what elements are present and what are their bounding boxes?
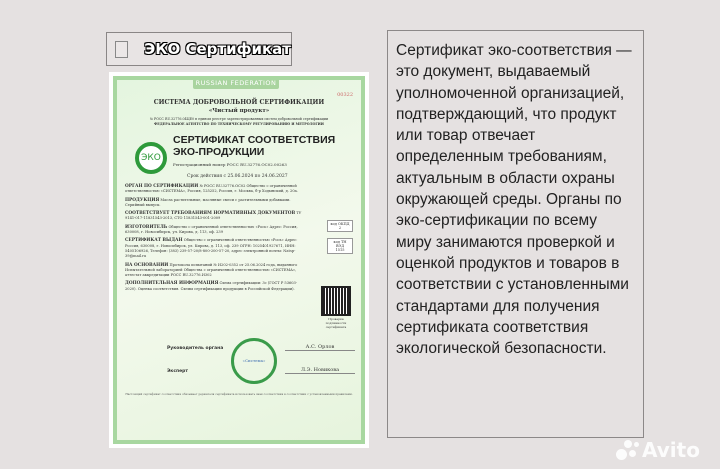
avito-text: Avito xyxy=(642,438,700,462)
description-text: Сертификат эко-соответствия — это документ, выдаваемый уполномоченной организацией, подтверждающий, что продукт или товар отвечает определенным требованиям, актуальным в области охраны окружающей среды. Органы по эко-сертификации по всему миру занимаются проверкой и оценкой продуктов и товаров в соответствии с установленными стандартами для получения сертификата соответствия экологической безопасности. xyxy=(396,42,632,358)
section: ПРОДУКЦИЯ Масла растительные, масляные смеси с растительными добавками. Серийный выпуск. xyxy=(125,197,291,207)
validity: Срок действия с 25.06.2024 по 24.06.2027 xyxy=(187,174,288,179)
head-name: А.С. Орлов xyxy=(285,344,355,351)
checkbox-icon xyxy=(115,41,128,58)
agency-line: ФЕДЕРАЛЬНОЕ АГЕНТСТВО ПО ТЕХНИЧЕСКОМУ РЕГУЛИРОВАНИЮ И МЕТРОЛОГИИ xyxy=(154,122,324,126)
system-name: «Чистый продукт» xyxy=(208,108,270,114)
banner: RUSSIAN FEDERATION xyxy=(193,77,279,89)
serial-number: 00322 xyxy=(337,92,353,98)
section: ДОПОЛНИТЕЛЬНАЯ ИНФОРМАЦИЯ Схема сертификации: 3с (ГОСТ Р 53603-2020). Оценка соответствия. Схемы сертификации продукции в Российской Федерации). xyxy=(125,281,298,291)
qr-caption: Проверка подлинности сертификата xyxy=(325,317,347,329)
eko-logo-icon: ЭКО xyxy=(135,142,167,174)
title-text: ЭКО Сертификат xyxy=(144,40,291,58)
registry-line: № РОСС RU.32776.04ЦЕ0 в едином реестре зарегистрированных систем добровольной сертификации xyxy=(149,117,329,121)
expert-label: Эксперт xyxy=(167,369,189,374)
avito-logo-icon xyxy=(614,439,640,461)
section: СЕРТИФИКАТ ВЫДАН Общество с ограниченной ответственностью «Рось» Адрес: Россия, 630008, г. Новосибирск, ул. Кирова, д. 113, оф. 239 ОГРН: 1025401927671, ИНН: 5405106926, Телефон: (383) 239-57-20/8-800-200-57-20, адрес электронной почты: Natsp-39@mail.ru xyxy=(125,238,298,259)
certificate-title: СЕРТИФИКАТ СООТВЕТСТВИЯ ЭКО-ПРОДУКЦИИ xyxy=(173,134,336,158)
section: ИЗГОТОВИТЕЛЬ Общество с ограниченной ответственностью «Рось» Адрес: Россия, 630008, г. Новосибирск, ул. Кирова, д. 113, оф. 239 xyxy=(125,224,298,235)
section: СООТВЕТСТВУЕТ ТРЕБОВАНИЯМ НОРМАТИВНЫХ ДОКУМЕНТОВ ТУ 9141-017-11831543-2013, СТО 11831543-001-2009 xyxy=(125,211,302,221)
section: НА ОСНОВАНИИ Протокола испытаний № И202-0352 от 25.06.2024 года, выданного Испытательной лабораторией Общества с ограниченной ответственностью «СИСТЕМА», аттестат аккредитации РОСС RU.32776.И302 xyxy=(125,262,298,278)
expert-name: Л.Э. Новикова xyxy=(285,367,355,374)
head-label: Руководитель органа xyxy=(167,346,224,351)
section: ОРГАН ПО СЕРТИФИКАЦИИ № РОСС RU.32776.ОС02 Общество с ограниченной ответственностью «СИСТЕМА», Россия, 125252, Россия, г. Москва, б-р Ходынский, д. 20а. xyxy=(125,184,298,194)
avito-watermark xyxy=(614,438,700,462)
footer-note: Настоящий сертификат соответствия обязывает держателя сертификата использовать знак соответствия в соответствии с установленными правилами. xyxy=(125,392,353,396)
title-label xyxy=(106,32,292,66)
okpd-code: код ОКПД 2 xyxy=(327,220,353,232)
description-box xyxy=(387,30,644,438)
certificate-image xyxy=(109,72,369,448)
reg-number: Регистрационный номер РОСС RU.32776.ОС02.00263 xyxy=(173,162,287,167)
qr-code-icon xyxy=(323,288,349,314)
tn-code: код ТН ВЭД 1515 xyxy=(327,238,353,254)
system-title: СИСТЕМА ДОБРОВОЛЬНОЙ СЕРТИФИКАЦИИ xyxy=(153,99,325,106)
certificate-body xyxy=(125,184,305,295)
stamp-icon: «Система» xyxy=(231,338,277,384)
